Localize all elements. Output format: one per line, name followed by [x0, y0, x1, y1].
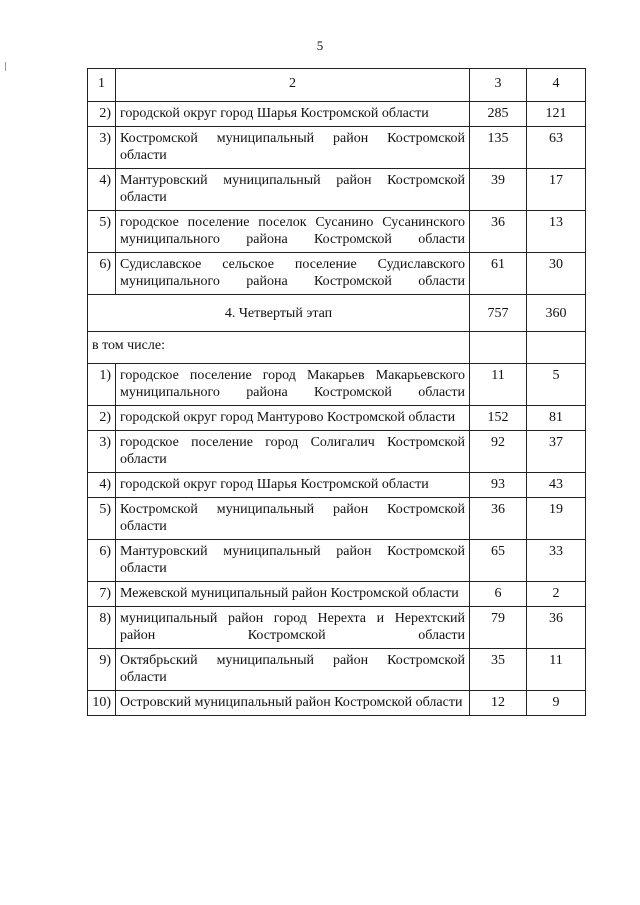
row-value-3: 35	[470, 649, 527, 691]
row-name: Островский муниципальный район Костромской области	[116, 691, 470, 716]
table-row	[88, 253, 586, 295]
row-value-4: 9	[527, 691, 586, 716]
stage-value-3: 757	[470, 295, 527, 332]
row-number: 6)	[88, 540, 116, 582]
row-value-3: 6	[470, 582, 527, 607]
row-value-4: 36	[527, 607, 586, 649]
row-value-4: 13	[527, 211, 586, 253]
table-row	[88, 649, 586, 691]
stage-value-4: 360	[527, 295, 586, 332]
table-row	[88, 406, 586, 431]
row-name: городской округ город Шарья Костромской области	[116, 102, 470, 127]
row-value-4: 30	[527, 253, 586, 295]
row-name: Костромской муниципальный район Костромской области	[116, 127, 470, 169]
row-value-3: 61	[470, 253, 527, 295]
row-number: 7)	[88, 582, 116, 607]
margin-mark	[5, 62, 6, 71]
empty-cell	[527, 332, 586, 364]
row-number: 4)	[88, 473, 116, 498]
row-value-4: 17	[527, 169, 586, 211]
row-name: городской округ город Мантурово Костромской области	[116, 406, 470, 431]
row-name: Межевской муниципальный район Костромской области	[116, 582, 470, 607]
row-value-3: 39	[470, 169, 527, 211]
row-name: Октябрьский муниципальный район Костромской области	[116, 649, 470, 691]
including-row	[88, 332, 586, 364]
row-value-3: 36	[470, 211, 527, 253]
row-name: муниципальный район город Нерехта и Нерехтский район Костромской области	[116, 607, 470, 649]
row-number: 8)	[88, 607, 116, 649]
row-value-3: 79	[470, 607, 527, 649]
row-value-3: 152	[470, 406, 527, 431]
row-number: 5)	[88, 211, 116, 253]
row-number: 6)	[88, 253, 116, 295]
table-row	[88, 691, 586, 716]
row-name: городской округ город Шарья Костромской области	[116, 473, 470, 498]
row-name: Мантуровский муниципальный район Костромской области	[116, 169, 470, 211]
allocation-table	[87, 68, 586, 716]
header-cell-3: 3	[470, 69, 527, 102]
table-row	[88, 498, 586, 540]
row-number: 4)	[88, 169, 116, 211]
row-number: 5)	[88, 498, 116, 540]
row-value-3: 285	[470, 102, 527, 127]
table-row	[88, 431, 586, 473]
table-row	[88, 582, 586, 607]
stage-label: 4. Четвертый этап	[88, 295, 470, 332]
table-row	[88, 169, 586, 211]
row-name: Судиславское сельское поселение Судиславского муниципального района Костромской области	[116, 253, 470, 295]
header-cell-4: 4	[527, 69, 586, 102]
row-number: 2)	[88, 102, 116, 127]
row-name: городское поселение город Солигалич Костромской области	[116, 431, 470, 473]
row-value-4: 121	[527, 102, 586, 127]
empty-cell	[470, 332, 527, 364]
row-value-3: 135	[470, 127, 527, 169]
row-number: 3)	[88, 431, 116, 473]
table-row	[88, 211, 586, 253]
row-name: Костромской муниципальный район Костромской области	[116, 498, 470, 540]
including-label: в том числе:	[88, 332, 470, 364]
row-number: 3)	[88, 127, 116, 169]
row-value-4: 2	[527, 582, 586, 607]
row-value-4: 63	[527, 127, 586, 169]
row-value-3: 93	[470, 473, 527, 498]
row-number: 9)	[88, 649, 116, 691]
row-value-3: 12	[470, 691, 527, 716]
row-value-4: 5	[527, 364, 586, 406]
header-cell-2: 2	[116, 69, 470, 102]
row-value-3: 92	[470, 431, 527, 473]
row-value-4: 43	[527, 473, 586, 498]
table-row	[88, 607, 586, 649]
row-number: 2)	[88, 406, 116, 431]
row-value-3: 11	[470, 364, 527, 406]
table-row	[88, 364, 586, 406]
table-row	[88, 102, 586, 127]
row-value-3: 65	[470, 540, 527, 582]
page-number: 5	[316, 38, 324, 53]
row-name: городское поселение поселок Сусанино Сусанинского муниципального района Костромской области	[116, 211, 470, 253]
table-row	[88, 473, 586, 498]
row-number: 10)	[88, 691, 116, 716]
row-name: городское поселение город Макарьев Макарьевского муниципального района Костромской области	[116, 364, 470, 406]
table-row	[88, 127, 586, 169]
row-name: Мантуровский муниципальный район Костромской области	[116, 540, 470, 582]
row-value-4: 19	[527, 498, 586, 540]
table-row	[88, 540, 586, 582]
row-value-4: 11	[527, 649, 586, 691]
row-value-4: 37	[527, 431, 586, 473]
header-cell-1: 1	[88, 69, 116, 102]
row-value-4: 81	[527, 406, 586, 431]
row-number: 1)	[88, 364, 116, 406]
stage-row	[88, 295, 586, 332]
row-value-4: 33	[527, 540, 586, 582]
row-value-3: 36	[470, 498, 527, 540]
table-header-row	[88, 69, 586, 102]
